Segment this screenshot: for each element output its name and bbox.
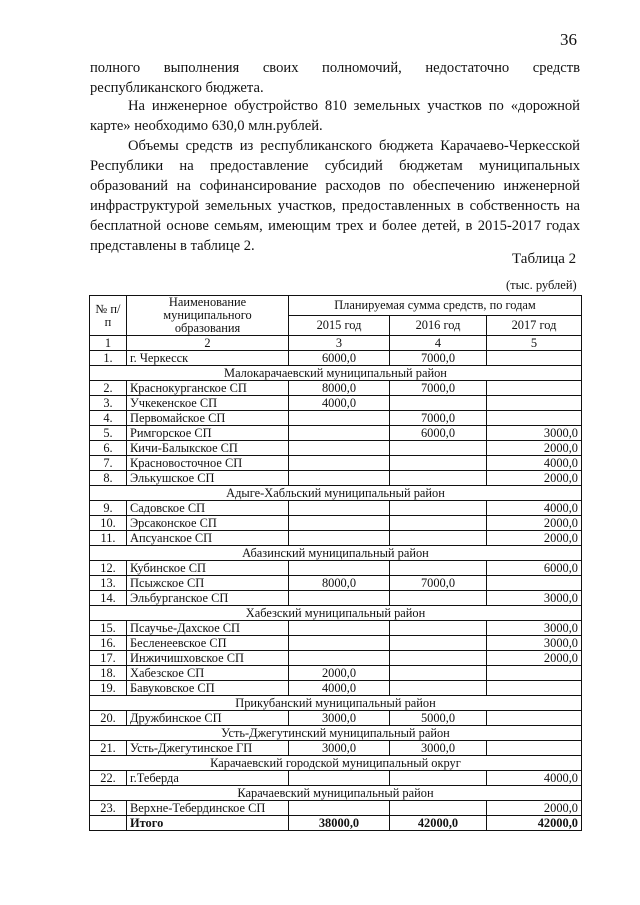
row-number: 15. <box>90 621 127 636</box>
value-2017: 2000,0 <box>487 801 582 816</box>
value-2016: 7000,0 <box>390 411 487 426</box>
row-number: 17. <box>90 651 127 666</box>
value-2015: 2000,0 <box>289 666 390 681</box>
value-2017 <box>487 681 582 696</box>
value-2017 <box>487 381 582 396</box>
row-number: 9. <box>90 501 127 516</box>
district-name: Прикубанский муниципальный район <box>90 696 582 711</box>
value-2015 <box>289 456 390 471</box>
municipality-name: Усть-Джегутинское ГП <box>127 741 289 756</box>
value-2016 <box>390 531 487 546</box>
row-number: 4. <box>90 411 127 426</box>
municipality-name: Римгорское СП <box>127 426 289 441</box>
value-2017: 42000,0 <box>487 816 582 831</box>
value-2016 <box>390 516 487 531</box>
col-number: 2 <box>127 336 289 351</box>
col-number: 4 <box>390 336 487 351</box>
paragraph-2: На инженерное обустройство 810 земельных участков по «дорожной карте» необходимо 630,0 млн.рублей. <box>90 98 580 134</box>
value-2017 <box>487 351 582 366</box>
value-2015 <box>289 426 390 441</box>
row-number: 20. <box>90 711 127 726</box>
municipality-name: Элькушское СП <box>127 471 289 486</box>
row-number: 2. <box>90 381 127 396</box>
value-2016 <box>390 621 487 636</box>
table-row <box>90 516 582 531</box>
value-2016: 5000,0 <box>390 711 487 726</box>
district-name: Абазинский муниципальный район <box>90 546 582 561</box>
paragraph-1: полного выполнения своих полномочий, недостаточно средств республиканского бюджета. <box>90 60 580 96</box>
municipality-name: Краснокурганское СП <box>127 381 289 396</box>
municipality-name: Итого <box>127 816 289 831</box>
district-row <box>90 486 582 501</box>
value-2017 <box>487 411 582 426</box>
value-2015 <box>289 636 390 651</box>
header-name: Наименование муниципального образования <box>127 296 289 336</box>
municipality-name: Инжичишховское СП <box>127 651 289 666</box>
value-2017 <box>487 576 582 591</box>
table-row <box>90 531 582 546</box>
value-2017 <box>487 741 582 756</box>
value-2017: 6000,0 <box>487 561 582 576</box>
page-number: 36 <box>560 30 577 49</box>
value-2015 <box>289 411 390 426</box>
value-2017: 2000,0 <box>487 651 582 666</box>
value-2016 <box>390 396 487 411</box>
district-name: Карачаевский городской муниципальный округ <box>90 756 582 771</box>
table-row <box>90 711 582 726</box>
value-2017: 2000,0 <box>487 441 582 456</box>
table-row <box>90 591 582 606</box>
value-2015 <box>289 801 390 816</box>
table-row <box>90 471 582 486</box>
value-2017: 2000,0 <box>487 531 582 546</box>
table-row <box>90 651 582 666</box>
table-body <box>90 351 582 831</box>
district-row <box>90 366 582 381</box>
district-row <box>90 696 582 711</box>
value-2016 <box>390 651 487 666</box>
header-2017: 2017 год <box>487 316 582 336</box>
district-name: Хабезский муниципальный район <box>90 606 582 621</box>
row-number: 13. <box>90 576 127 591</box>
value-2015: 4000,0 <box>289 396 390 411</box>
value-2017 <box>487 711 582 726</box>
row-number: 23. <box>90 801 127 816</box>
value-2017: 3000,0 <box>487 636 582 651</box>
value-2016: 7000,0 <box>390 381 487 396</box>
district-name: Карачаевский муниципальный район <box>90 786 582 801</box>
municipality-name: Кубинское СП <box>127 561 289 576</box>
row-number: 5. <box>90 426 127 441</box>
header-2015: 2015 год <box>289 316 390 336</box>
table-row <box>90 771 582 786</box>
value-2016 <box>390 456 487 471</box>
table-row <box>90 741 582 756</box>
budget-table <box>89 295 582 831</box>
table-row <box>90 666 582 681</box>
row-number: 14. <box>90 591 127 606</box>
row-number: 21. <box>90 741 127 756</box>
row-number: 22. <box>90 771 127 786</box>
municipality-name: Учкекенское СП <box>127 396 289 411</box>
table-row <box>90 351 582 366</box>
value-2015 <box>289 471 390 486</box>
table-row <box>90 396 582 411</box>
table-row <box>90 576 582 591</box>
paragraph-3: Объемы средств из республиканского бюджета Карачаево-Черкесской Республики на предоставление субсидий бюджетам муниципальных образований на софинансирование расходов по обеспечению инженерной инфраструктурой земельных участков, предоставленных в собственность на бесплатной основе семьям, имеющим трех и более детей, в 2015-2017 годах представлены в таблице 2. <box>90 138 580 254</box>
value-2017: 3000,0 <box>487 621 582 636</box>
district-row <box>90 756 582 771</box>
district-row <box>90 786 582 801</box>
value-2016 <box>390 501 487 516</box>
district-row <box>90 546 582 561</box>
municipality-name: Верхне-Тебердинское СП <box>127 801 289 816</box>
value-2016 <box>390 591 487 606</box>
value-2015 <box>289 561 390 576</box>
table-row <box>90 501 582 516</box>
table-row <box>90 456 582 471</box>
value-2016 <box>390 441 487 456</box>
value-2017: 4000,0 <box>487 501 582 516</box>
municipality-name: Псыжское СП <box>127 576 289 591</box>
value-2017: 4000,0 <box>487 771 582 786</box>
value-2017 <box>487 666 582 681</box>
municipality-name: Эльбурганское СП <box>127 591 289 606</box>
row-number: 6. <box>90 441 127 456</box>
header-2016: 2016 год <box>390 316 487 336</box>
row-number: 19. <box>90 681 127 696</box>
municipality-name: Эрсаконское СП <box>127 516 289 531</box>
value-2015 <box>289 621 390 636</box>
municipality-name: Садовское СП <box>127 501 289 516</box>
col-number: 1 <box>90 336 127 351</box>
table-row <box>90 801 582 816</box>
municipality-name: Кичи-Балыкское СП <box>127 441 289 456</box>
row-number: 8. <box>90 471 127 486</box>
row-number: 12. <box>90 561 127 576</box>
value-2015: 8000,0 <box>289 576 390 591</box>
value-2016: 6000,0 <box>390 426 487 441</box>
district-row <box>90 726 582 741</box>
municipality-name: Апсуанское СП <box>127 531 289 546</box>
table-row <box>90 636 582 651</box>
value-2015: 3000,0 <box>289 711 390 726</box>
municipality-name: Красновосточное СП <box>127 456 289 471</box>
table-row <box>90 411 582 426</box>
row-number: 16. <box>90 636 127 651</box>
district-name: Адыге-Хабльский муниципальный район <box>90 486 582 501</box>
municipality-name: г.Теберда <box>127 771 289 786</box>
row-number: 10. <box>90 516 127 531</box>
municipality-name: Первомайское СП <box>127 411 289 426</box>
value-2015: 3000,0 <box>289 741 390 756</box>
value-2017: 2000,0 <box>487 471 582 486</box>
row-number: 3. <box>90 396 127 411</box>
value-2016 <box>390 801 487 816</box>
table-row <box>90 561 582 576</box>
header-sum: Планируемая сумма средств, по годам <box>289 296 582 316</box>
table-row <box>90 381 582 396</box>
municipality-name: Хабезское СП <box>127 666 289 681</box>
municipality-name: Бавуковское СП <box>127 681 289 696</box>
value-2015 <box>289 651 390 666</box>
row-number: 1. <box>90 351 127 366</box>
value-2017 <box>487 396 582 411</box>
value-2016: 3000,0 <box>390 741 487 756</box>
table-label: Таблица 2 <box>512 251 577 267</box>
municipality-name: Псаучье-Дахское СП <box>127 621 289 636</box>
value-2015 <box>289 591 390 606</box>
row-number <box>90 816 127 831</box>
municipality-name: Бесленеевское СП <box>127 636 289 651</box>
value-2015 <box>289 516 390 531</box>
value-2016: 7000,0 <box>390 351 487 366</box>
municipality-name: Дружбинское СП <box>127 711 289 726</box>
value-2016: 42000,0 <box>390 816 487 831</box>
value-2017: 3000,0 <box>487 591 582 606</box>
table-row <box>90 621 582 636</box>
value-2016 <box>390 636 487 651</box>
row-number: 7. <box>90 456 127 471</box>
table-row <box>90 681 582 696</box>
col-number: 5 <box>487 336 582 351</box>
table-row <box>90 426 582 441</box>
value-2017: 4000,0 <box>487 456 582 471</box>
total-row <box>90 816 582 831</box>
value-2016 <box>390 771 487 786</box>
value-2016: 7000,0 <box>390 576 487 591</box>
municipality-name: г. Черкесск <box>127 351 289 366</box>
value-2015 <box>289 501 390 516</box>
value-2016 <box>390 471 487 486</box>
value-2017: 2000,0 <box>487 516 582 531</box>
value-2015 <box>289 531 390 546</box>
row-number: 11. <box>90 531 127 546</box>
value-2015 <box>289 771 390 786</box>
value-2016 <box>390 666 487 681</box>
value-2015: 6000,0 <box>289 351 390 366</box>
value-2015 <box>289 441 390 456</box>
value-2015: 4000,0 <box>289 681 390 696</box>
col-number: 3 <box>289 336 390 351</box>
value-2016 <box>390 681 487 696</box>
district-row <box>90 606 582 621</box>
value-2015: 38000,0 <box>289 816 390 831</box>
table-row <box>90 441 582 456</box>
header-num: № п/п <box>90 296 127 336</box>
district-name: Малокарачаевский муниципальный район <box>90 366 582 381</box>
district-name: Усть-Джегутинский муниципальный район <box>90 726 582 741</box>
units-label: (тыс. рублей) <box>506 278 577 292</box>
value-2016 <box>390 561 487 576</box>
value-2015: 8000,0 <box>289 381 390 396</box>
row-number: 18. <box>90 666 127 681</box>
value-2017: 3000,0 <box>487 426 582 441</box>
